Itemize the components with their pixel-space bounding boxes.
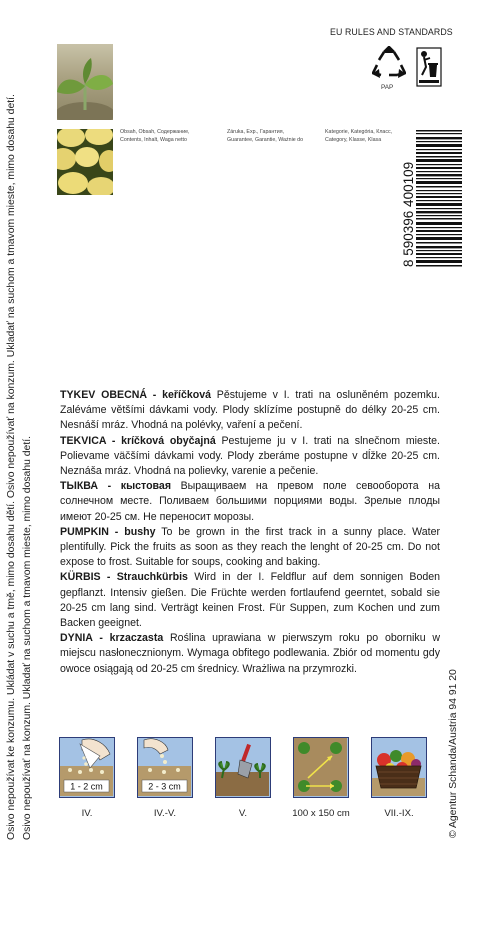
desc-pl-text: Roślina uprawiana w pierwszym roku po oborniku w miejscu nasłonecznionym. Wymaga obfitego podlewania. Zbiór od momentu gdy owoce osiągają od 20-25 cm średnicy. Wrażliwa na przymrozki.: [60, 632, 441, 675]
sowing-depth-pictogram: [59, 737, 115, 798]
desc-sk-text: Pestujeme ju v I. trati na slnečnom mieste. Polievame väčšími dávkami vody. Plody zberáme postupne v dĺžke 20-25 cm. Neznáša mráz. Vhodná na polievky, varenie a pečenie.: [60, 434, 440, 478]
seedling-photo: [57, 44, 113, 120]
storage-line-1: Osivo nepoužívat ke konzumu. Ukládat v suchu a tmě, mimo dosahu dětí. Osivo nepoužívať na konzum. Ukladať na suchom a tmavom mieste, mimo dosahu detí.: [6, 94, 17, 840]
no-litter-bin-icon: [416, 47, 442, 87]
desc-cz-lead: TYKEV OBECNÁ - keříčková: [60, 389, 212, 401]
storage-instructions: [0, 0, 60, 929]
category-info: [325, 128, 392, 144]
desc-de: [60, 570, 440, 631]
desc-en: [60, 525, 440, 571]
pictogram-label-4: 100 x 150 cm: [292, 808, 350, 819]
pictogram-label-2: IV.-V.: [153, 808, 177, 819]
pictogram-label-3: V.: [238, 808, 248, 819]
copyright-code: © Agentur Schanda/Austria 94 91 20: [448, 669, 459, 838]
pap-label: PAP: [381, 84, 394, 91]
contents-info: [120, 128, 190, 144]
spacing-pictogram: [293, 737, 349, 798]
recycle-icon: [372, 46, 406, 80]
harvest-pictogram: [371, 737, 427, 798]
desc-en-lead: PUMPKIN - bushy: [60, 525, 156, 538]
category-line-2: Category, Klasse, Klasa: [325, 137, 382, 143]
storage-line-2: Osivo nepoužívať na konzum. Ukladať na suchom a tmavom mieste, mimo dosahu detí.: [21, 436, 33, 840]
desc-pl: [60, 631, 440, 677]
guarantee-line-2: Guarantee, Garantie, Ważnie do: [227, 137, 304, 143]
product-description: [60, 388, 440, 677]
desc-ru: [60, 479, 440, 525]
contents-line-2: Contents, Inhalt, Waga netto: [120, 137, 187, 143]
desc-sk-lead: TEKVICA - kríčková obyčajná: [60, 434, 216, 447]
squash-photo: [57, 129, 113, 195]
barcode: [396, 128, 462, 268]
guarantee-info: [227, 128, 303, 144]
desc-sk: [60, 434, 440, 480]
barcode-digits: 8 590396 400109: [401, 161, 416, 267]
contents-line-1: Obsah, Obsah, Содержание,: [120, 129, 190, 135]
desc-en-text: To be grown in the first track in a sunny place. Water plentifully. Pick the fruits as soon as they reach the lenght of 20-25 cm. Do not expose to frost. Suitable for soups, cooking and baking.: [60, 525, 441, 569]
desc-cz: [60, 388, 440, 434]
sowing-depth-1: 1 - 2 cm: [70, 781, 103, 792]
eu-rules-heading: EU RULES AND STANDARDS: [330, 27, 453, 37]
desc-cz-text: Pěstujeme v I. trati na osluněném pozemku. Zaléváme většími dávkami vody. Plody sklízíme postupně do délky 20-25 cm. Nesnáší mráz. Vhodná na polévky, vaření a pečení.: [60, 389, 440, 432]
desc-de-lead: KÜRBIS - Strauchkürbis: [60, 571, 188, 584]
pictogram-label-5: VII.-IX.: [384, 808, 414, 819]
sowing-depth-2-pictogram: [137, 737, 193, 798]
desc-ru-text: Выращиваем на превом поле севооборота на солнечном месте. Поливаем большими порциями воды. Зрелые плоды имеют 20-25 см. Не переносит морозы.: [60, 480, 440, 523]
desc-pl-lead: DYNIA - krzaczasta: [60, 632, 164, 645]
desc-de-text: Wird in der I. Feldflur auf dem sonnigen Boden gepflanzt. Intensiv gießen. Die Früchte werden fortlaufend geerntet, sobald sie 20-25 cm lang sind. Verträgt keinen Frost. Für Suppen, zum Kochen und zum Backen geeignet.: [60, 571, 441, 630]
category-line-1: Kategorie, Kategória, Класс,: [325, 129, 393, 135]
pictogram-label-1: IV.: [81, 808, 93, 819]
transplant-pictogram: [215, 737, 271, 798]
desc-ru-lead: ТЫКВА - кыстовая: [60, 480, 171, 493]
sowing-depth-2: 2 - 3 cm: [148, 781, 181, 792]
guarantee-line-1: Záruka, Exp., Гарантия,: [227, 129, 285, 135]
